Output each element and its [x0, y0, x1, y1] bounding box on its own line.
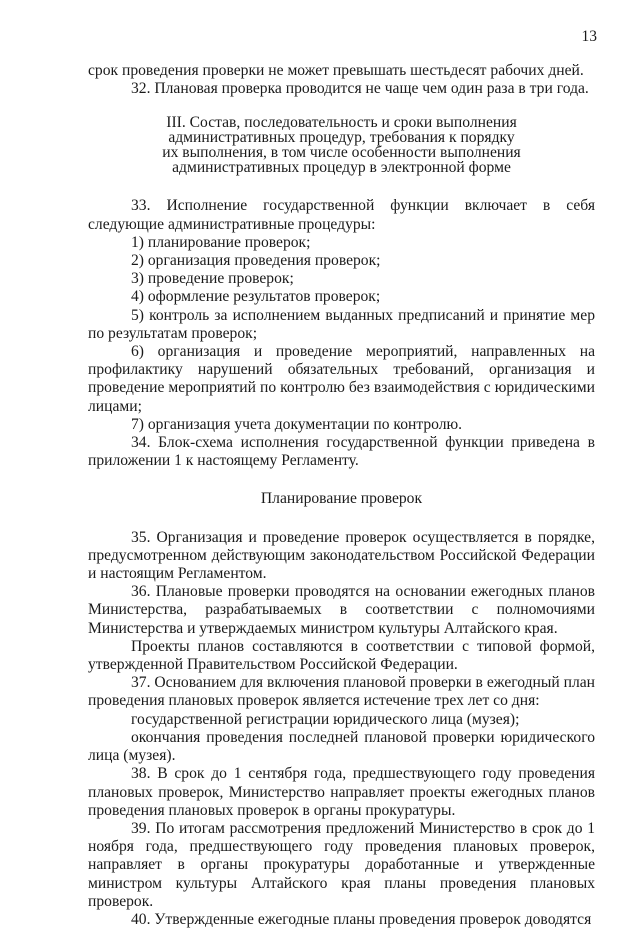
- paragraph-37-a: государственной регистрации юридического лица (музея);: [131, 710, 520, 728]
- list-item: 3) проведение проверок;: [131, 270, 294, 288]
- list-item: 6) организация и проведение мероприятий, направленных на профилактику нарушений обязательных требований, организация и проведение мероприятий по контролю без взаимодействия с юридическими лицами;: [88, 343, 595, 415]
- section-heading-line: III. Состав, последовательность и сроки выполнения: [166, 114, 517, 132]
- paragraph-36-b: Проекты планов составляются в соответствии с типовой формой, утвержденной Правительством Российской Федерации.: [88, 637, 595, 674]
- paragraph-39: 39. По итогам рассмотрения предложений Министерство в срок до 1 ноября года, предшествующего году проведения плановых проверок, направляет в органы прокуратуры доработанные и утвержденные министром культуры Алтайского края планы проведения плановых проверок.: [88, 819, 595, 910]
- list-item: 2) организация проведения проверок;: [131, 252, 381, 270]
- page-number: 13: [581, 28, 597, 45]
- paragraph-33: 33. Исполнение государственной функции включает в себя следующие административные процедуры:: [88, 197, 595, 233]
- paragraph-38: 38. В срок до 1 сентября года, предшествующего году проведения плановых проверок, Министерство направляет проекты ежегодных планов проведения плановых проверок в органы прокуратуры.: [88, 765, 595, 819]
- section-heading: [88, 115, 595, 175]
- list-item: 7) организация учета документации по контролю.: [131, 415, 463, 433]
- paragraph-35: 35. Организация и проведение проверок осуществляется в порядке, предусмотренном действующим законодательством Российской Федерации и настоящим Регламентом.: [88, 528, 595, 583]
- section-heading-line: административных процедур, требования к порядку: [168, 129, 515, 147]
- paragraph-37-b: окончания проведения последней плановой проверки юридического лица (музея).: [88, 728, 595, 765]
- list-item: 1) планирование проверок;: [131, 233, 311, 251]
- document-body: [88, 62, 595, 929]
- paragraph-32: 32. Плановая проверка проводится не чаще чем один раза в три года.: [131, 80, 589, 98]
- subheading: Планирование проверок: [260, 490, 423, 508]
- paragraph-36: 36. Плановые проверки проводятся на основании ежегодных планов Министерства, разрабатываемых в соответствии с полномочиями Министерства и утверждаемых министром культуры Алтайского края.: [88, 583, 595, 637]
- paragraph-34: 34. Блок-схема исполнения государственной функции приведена в приложении 1 к настоящему Регламенту.: [88, 434, 595, 470]
- list-item: 4) оформление результатов проверок;: [131, 288, 381, 306]
- paragraph-37: 37. Основанием для включения плановой проверки в ежегодный план проведения плановых проверок является истечение трех лет со дня:: [88, 674, 595, 710]
- section-heading-line: административных процедур в электронной форме: [172, 159, 511, 177]
- paragraph-continuation: срок проведения проверки не может превышать шестьдесят рабочих дней.: [88, 62, 584, 79]
- paragraph-40: 40. Утвержденные ежегодные планы проведения проверок доводятся: [131, 910, 592, 928]
- section-heading-line: их выполнения, в том числе особенности выполнения: [162, 144, 521, 162]
- list-item: 5) контроль за исполнением выданных предписаний и принятие мер по результатам проверок;: [88, 306, 595, 342]
